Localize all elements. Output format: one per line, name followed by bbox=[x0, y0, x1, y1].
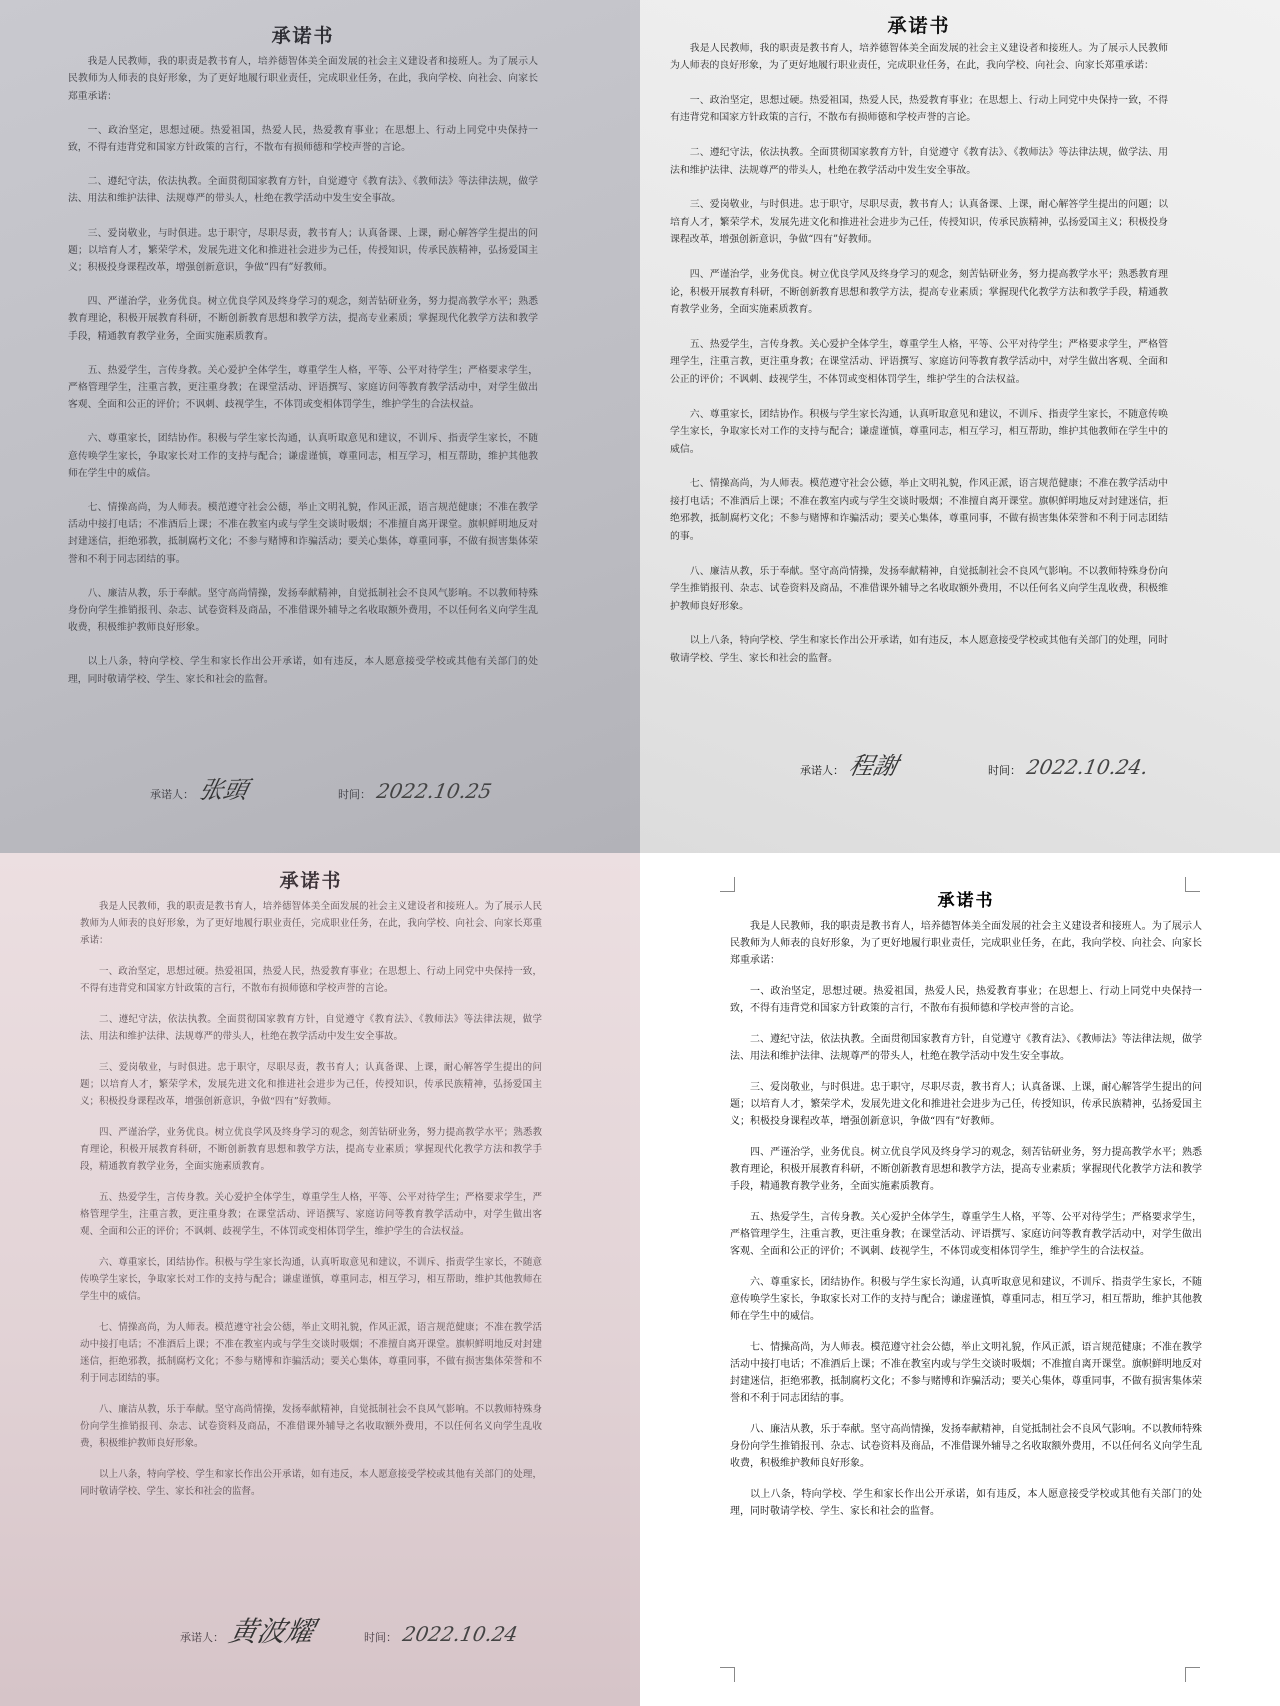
pledge-item-2: 二、遵纪守法，依法执教。全面贯彻国家教育方针，自觉遵守《教育法》、《教师法》等法律法规，做学法、用法和维护法律、法规尊严的带头人，杜绝在教学活动中发生安全事故。 bbox=[670, 146, 1168, 176]
pledge-item-4: 四、严谨治学，业务优良。树立优良学风及终身学习的观念，刻苦钻研业务，努力提高教学水平；熟悉教育理论，积极开展教育科研，不断创新教育思想和教学方法，提高专业素质；掌握现代化教学方法和教学手段，精通教育教学业务，全面实施素质教育。 bbox=[730, 1147, 1202, 1192]
handwritten-signature: 黄波耀 bbox=[226, 1615, 318, 1648]
signature-row bbox=[180, 1610, 518, 1650]
document-title: 承诺书 bbox=[937, 891, 995, 911]
pledge-item-7: 七、情操高尚，为人师表。模范遵守社会公德，举止文明礼貌，作风正派，语言规范健康；不准在教学活动中接打电话；不准酒后上课；不准在教室内或与学生交谈时吸烟；不准擅自离开课堂。旗帜鲜明地反对封建迷信，拒绝邪教，抵制腐朽文化；不参与赌博和诈骗活动；要关心集体，尊重同事，不做有损害集体荣誉和不利于同志团结的事。 bbox=[80, 1322, 542, 1384]
handwritten-date: 2022.10.24 bbox=[400, 1622, 520, 1646]
pledge-item-3: 三、爱岗敬业，与时俱进。忠于职守，尽职尽责，教书育人；认真备课、上课，耐心解答学生提出的问题；以培育人才，繁荣学术，发展先进文化和推进社会进步为己任，传授知识，传承民族精神，弘扬爱国主义；积极投身课程改革，增强创新意识，争做“四有”好教师。 bbox=[80, 1062, 542, 1107]
pledge-item-1: 一、政治坚定，思想过硬。热爱祖国，热爱人民，热爱教育事业；在思想上、行动上同党中央保持一致，不得有违背党和国家方针政策的言行，不散布有损师德和学校声誉的言论。 bbox=[670, 94, 1168, 124]
pledge-item-8: 八、廉洁从教，乐于奉献。坚守高尚情操，发扬奉献精神，自觉抵制社会不良风气影响。不以教师特殊身份向学生推销报刊、杂志、试卷资料及商品，不准借课外辅导之名收取额外费用，不以任何名义向学生乱收费，积极维护教师良好形象。 bbox=[68, 587, 538, 634]
pledge-item-4: 四、严谨治学，业务优良。树立优良学风及终身学习的观念，刻苦钻研业务，努力提高教学水平；熟悉教育理论，积极开展教育科研，不断创新教育思想和教学方法，提高专业素质；掌握现代化教学方法和教学手段，精通教育教学业务，全面实施素质教育。 bbox=[670, 268, 1168, 316]
document-title: 承诺书 bbox=[271, 25, 335, 47]
pledge-item-7: 七、情操高尚，为人师表。模范遵守社会公德，举止文明礼貌，作风正派，语言规范健康；不准在教学活动中接打电话；不准酒后上课；不准在教室内或与学生交谈时吸烟；不准擅自离开课堂。旗帜鲜明地反对封建迷信，拒绝邪教，抵制腐朽文化；不参与赌博和诈骗活动；要关心集体，尊重同事，不做有损害集体荣誉和不利于同志团结的事。 bbox=[670, 478, 1168, 543]
document-page bbox=[670, 15, 1168, 685]
pledge-item-8: 八、廉洁从教，乐于奉献。坚守高尚情操，发扬奉献精神，自觉抵制社会不良风气影响。不以教师特殊身份向学生推销报刊、杂志、试卷资料及商品，不准借课外辅导之名收取额外费用，不以任何名义向学生乱收费，积极维护教师良好形象。 bbox=[80, 1404, 542, 1449]
pledge-item-8: 八、廉洁从教，乐于奉献。坚守高尚情操，发扬奉献精神，自觉抵制社会不良风气影响。不以教师特殊身份向学生推销报刊、杂志、试卷资料及商品，不准借课外辅导之名收取额外费用，不以任何名义向学生乱收费，积极维护教师良好形象。 bbox=[670, 565, 1168, 612]
document-page bbox=[80, 870, 542, 1514]
pledge-item-8: 八、廉洁从教，乐于奉献。坚守高尚情操，发扬奉献精神，自觉抵制社会不良风气影响。不以教师特殊身份向学生推销报刊、杂志、试卷资料及商品，不准借课外辅导之名收取额外费用，不以任何名义向学生乱收费，积极维护教师良好形象。 bbox=[730, 1424, 1202, 1469]
pledge-item-1: 一、政治坚定，思想过硬。热爱祖国，热爱人民，热爱教育事业；在思想上、行动上同党中央保持一致，不得有违背党和国家方针政策的言行，不散布有损师德和学校声誉的言论。 bbox=[80, 966, 542, 994]
page-corner-mark bbox=[1185, 877, 1200, 892]
pledge-item-5: 五、热爱学生，言传身教。关心爱护全体学生，尊重学生人格，平等、公平对待学生；严格要求学生，严格管理学生，注重言教，更注重身教；在课堂活动、评语撰写、家庭访问等教育教学活动中，对学生做出客观、全面和公正的评价；不讽刺、歧视学生，不体罚或变相体罚学生，维护学生的合法权益。 bbox=[68, 364, 538, 411]
document-page bbox=[730, 893, 1202, 1534]
document-title: 承诺书 bbox=[887, 15, 951, 37]
pledge-item-6: 六、尊重家长，团结协作。积极与学生家长沟通，认真听取意见和建议，不训斥、指责学生家长，不随意传唤学生家长，争取家长对工作的支持与配合；谦虚谨慎，尊重同志，相互学习，相互帮助，维护其他教师在学生中的威信。 bbox=[730, 1277, 1202, 1322]
pledge-item-7: 七、情操高尚，为人师表。模范遵守社会公德，举止文明礼貌，作风正派，语言规范健康；不准在教学活动中接打电话；不准酒后上课；不准在教室内或与学生交谈时吸烟；不准擅自离开课堂。旗帜鲜明地反对封建迷信，拒绝邪教，抵制腐朽文化；不参与赌博和诈骗活动；要关心集体，尊重同事，不做有损害集体荣誉和不利于同志团结的事。 bbox=[68, 502, 538, 565]
pledge-item-5: 五、热爱学生，言传身教。关心爱护全体学生，尊重学生人格，平等、公平对待学生；严格要求学生，严格管理学生，注重言教，更注重身教；在课堂活动、评语撰写、家庭访问等教育教学活动中，对学生做出客观、全面和公正的评价；不讽刺、歧视学生，不体罚或变相体罚学生，维护学生的合法权益。 bbox=[80, 1192, 542, 1237]
date-label: 时间： bbox=[338, 788, 371, 801]
closing-paragraph: 以上八条，特向学校、学生和家长作出公开承诺，如有违反，本人愿意接受学校或其他有关部门的处理，同时敬请学校、学生、家长和社会的监督。 bbox=[80, 1469, 542, 1497]
pledge-item-3: 三、爱岗敬业，与时俱进。忠于职守，尽职尽责，教书育人；认真备课、上课，耐心解答学生提出的问题；以培育人才，繁荣学术，发展先进文化和推进社会进步为己任，传授知识，传承民族精神，弘扬爱国主义；积极投身课程改革，增强创新意识，争做“四有”好教师。 bbox=[730, 1082, 1202, 1127]
signer-label: 承诺人： bbox=[180, 1631, 224, 1644]
pledge-item-7: 七、情操高尚，为人师表。模范遵守社会公德，举止文明礼貌，作风正派，语言规范健康；不准在教学活动中接打电话；不准酒后上课；不准在教室内或与学生交谈时吸烟；不准擅自离开课堂。旗帜鲜明地反对封建迷信，拒绝邪教，抵制腐朽文化；不参与赌博和诈骗活动；要关心集体，尊重同事，不做有损害集体荣誉和不利于同志团结的事。 bbox=[730, 1342, 1202, 1404]
intro-paragraph: 我是人民教师，我的职责是教书育人，培养德智体美全面发展的社会主义建设者和接班人。为了展示人民教师为人师表的良好形象，为了更好地履行职业责任，完成职业任务，在此，我向学校、向社会、向家长郑重承诺： bbox=[80, 901, 542, 946]
signature-row bbox=[800, 746, 1148, 781]
handwritten-signature: 程謝 bbox=[846, 752, 901, 780]
closing-paragraph: 以上八条，特向学校、学生和家长作出公开承诺，如有违反，本人愿意接受学校或其他有关部门的处理，同时敬请学校、学生、家长和社会的监督。 bbox=[68, 656, 538, 685]
page-corner-mark bbox=[720, 877, 735, 892]
pledge-item-3: 三、爱岗敬业，与时俱进。忠于职守，尽职尽责，教书育人；认真备课、上课，耐心解答学生提出的问题；以培育人才，繁荣学术，发展先进文化和推进社会进步为己任，传授知识，传承民族精神，弘扬爱国主义；积极投身课程改革，增强创新意识，争做“四有”好教师。 bbox=[68, 227, 538, 274]
intro-paragraph: 我是人民教师，我的职责是教书育人，培养德智体美全面发展的社会主义建设者和接班人。为了展示人民教师为人师表的良好形象，为了更好地履行职业责任，完成职业任务，在此，我向学校、向社会、向家长郑重承诺： bbox=[68, 56, 538, 102]
pledge-item-5: 五、热爱学生，言传身教。关心爱护全体学生，尊重学生人格，平等、公平对待学生；严格要求学生，严格管理学生，注重言教，更注重身教；在课堂活动、评语撰写、家庭访问等教育教学活动中，对学生做出客观、全面和公正的评价；不讽刺、歧视学生，不体罚或变相体罚学生，维护学生的合法权益。 bbox=[670, 338, 1168, 385]
pledge-item-1: 一、政治坚定，思想过硬。热爱祖国，热爱人民，热爱教育事业；在思想上、行动上同党中央保持一致，不得有违背党和国家方针政策的言行，不散布有损师德和学校声誉的言论。 bbox=[68, 124, 538, 154]
pledge-item-5: 五、热爱学生，言传身教。关心爱护全体学生，尊重学生人格，平等、公平对待学生；严格要求学生，严格管理学生，注重言教，更注重身教；在课堂活动、评语撰写、家庭访问等教育教学活动中，对学生做出客观、全面和公正的评价；不讽刺、歧视学生，不体罚或变相体罚学生，维护学生的合法权益。 bbox=[730, 1212, 1202, 1257]
photo-document-1 bbox=[0, 0, 640, 853]
pledge-item-2: 二、遵纪守法，依法执教。全面贯彻国家教育方针，自觉遵守《教育法》、《教师法》等法律法规，做学法、用法和维护法律、法规尊严的带头人，杜绝在教学活动中发生安全事故。 bbox=[730, 1034, 1202, 1062]
closing-paragraph: 以上八条，特向学校、学生和家长作出公开承诺，如有违反，本人愿意接受学校或其他有关部门的处理，同时敬请学校、学生、家长和社会的监督。 bbox=[670, 635, 1168, 665]
handwritten-signature: 张頭 bbox=[196, 776, 251, 804]
handwritten-date: 2022.10.24. bbox=[1024, 755, 1150, 779]
document-title: 承诺书 bbox=[279, 870, 343, 892]
pledge-item-3: 三、爱岗敬业，与时俱进。忠于职守，尽职尽责，教书育人；认真备课、上课，耐心解答学生提出的问题；以培育人才，繁荣学术，发展先进文化和推进社会进步为己任，传授知识，传承民族精神，弘扬爱国主义；积极投身课程改革，增强创新意识，争做“四有”好教师。 bbox=[670, 199, 1168, 246]
date-label: 时间： bbox=[988, 764, 1021, 777]
handwritten-date: 2022.10.25 bbox=[374, 779, 494, 803]
pledge-item-4: 四、严谨治学，业务优良。树立优良学风及终身学习的观念，刻苦钻研业务，努力提高教学水平；熟悉教育理论，积极开展教育科研，不断创新教育思想和教学方法，提高专业素质；掌握现代化教学方法和教学手段，精通教育教学业务，全面实施素质教育。 bbox=[68, 296, 538, 342]
digital-document-4 bbox=[640, 853, 1280, 1706]
page-corner-mark bbox=[720, 1667, 735, 1682]
intro-paragraph: 我是人民教师，我的职责是教书育人，培养德智体美全面发展的社会主义建设者和接班人。为了展示人民教师为人师表的良好形象，为了更好地履行职业责任，完成职业任务，在此，我向学校、向社会、向家长郑重承诺： bbox=[670, 42, 1168, 72]
intro-paragraph: 我是人民教师，我的职责是教书育人，培养德智体美全面发展的社会主义建设者和接班人。为了展示人民教师为人师表的良好形象，为了更好地履行职业责任，完成职业任务，在此，我向学校、向社会、向家长郑重承诺： bbox=[730, 921, 1202, 966]
document-page bbox=[68, 25, 538, 705]
date-label: 时间： bbox=[364, 1631, 398, 1644]
pledge-item-2: 二、遵纪守法，依法执教。全面贯彻国家教育方针，自觉遵守《教育法》、《教师法》等法律法规，做学法、用法和维护法律、法规尊严的带头人，杜绝在教学活动中发生安全事故。 bbox=[68, 176, 538, 205]
pledge-item-1: 一、政治坚定，思想过硬。热爱祖国，热爱人民，热爱教育事业；在思想上、行动上同党中央保持一致，不得有违背党和国家方针政策的言行，不散布有损师德和学校声誉的言论。 bbox=[730, 986, 1202, 1014]
pledge-item-6: 六、尊重家长，团结协作。积极与学生家长沟通，认真听取意见和建议，不训斥、指责学生家长，不随意传唤学生家长，争取家长对工作的支持与配合；谦虚谨慎，尊重同志，相互学习，相互帮助，维护其他教师在学生中的威信。 bbox=[68, 433, 538, 479]
signature-row bbox=[150, 770, 492, 805]
page-corner-mark bbox=[1185, 1667, 1200, 1682]
pledge-item-6: 六、尊重家长，团结协作。积极与学生家长沟通，认真听取意见和建议，不训斥、指责学生家长，不随意传唤学生家长，争取家长对工作的支持与配合；谦虚谨慎，尊重同志，相互学习，相互帮助，维护其他教师在学生中的威信。 bbox=[80, 1257, 542, 1302]
closing-paragraph: 以上八条，特向学校、学生和家长作出公开承诺，如有违反，本人愿意接受学校或其他有关部门的处理，同时敬请学校、学生、家长和社会的监督。 bbox=[730, 1489, 1202, 1517]
pledge-item-2: 二、遵纪守法，依法执教。全面贯彻国家教育方针，自觉遵守《教育法》、《教师法》等法律法规，做学法、用法和维护法律、法规尊严的带头人，杜绝在教学活动中发生安全事故。 bbox=[80, 1014, 542, 1042]
photo-document-2 bbox=[640, 0, 1280, 853]
photo-document-3 bbox=[0, 853, 640, 1706]
pledge-item-4: 四、严谨治学，业务优良。树立优良学风及终身学习的观念，刻苦钻研业务，努力提高教学水平；熟悉教育理论，积极开展教育科研，不断创新教育思想和教学方法，提高专业素质；掌握现代化教学方法和教学手段，精通教育教学业务，全面实施素质教育。 bbox=[80, 1127, 542, 1172]
signer-label: 承诺人： bbox=[800, 764, 844, 777]
signer-label: 承诺人： bbox=[150, 788, 194, 801]
pledge-item-6: 六、尊重家长，团结协作。积极与学生家长沟通，认真听取意见和建议，不训斥、指责学生家长，不随意传唤学生家长，争取家长对工作的支持与配合；谦虚谨慎，尊重同志，相互学习，相互帮助，维护其他教师在学生中的威信。 bbox=[670, 408, 1168, 455]
